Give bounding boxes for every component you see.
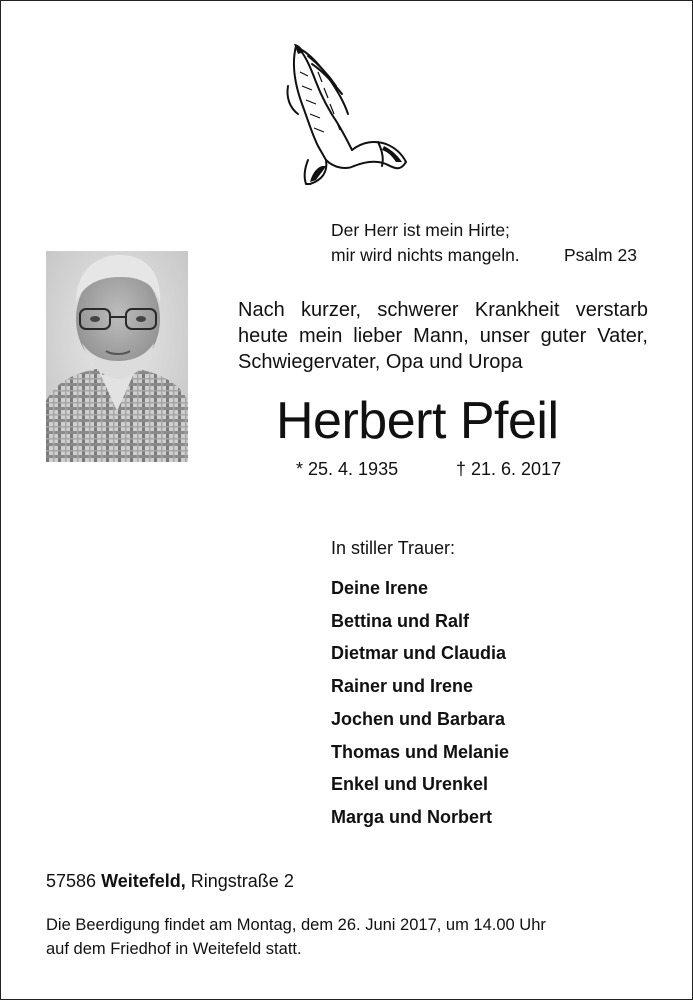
- address-postcode: 57586: [46, 871, 97, 891]
- portrait-photo: [46, 251, 188, 462]
- mourner-name: Marga und Norbert: [331, 806, 493, 827]
- funeral-notice: [46, 913, 646, 961]
- intro-line-1: Nach kurzer, schwerer Krankheit verstarb: [238, 299, 648, 321]
- mourner-name: Jochen und Barbara: [331, 708, 506, 729]
- mourner-name: Bettina und Ralf: [331, 610, 469, 631]
- death-date: † 21. 6. 2017: [456, 459, 562, 479]
- mourner-name: Rainer und Irene: [331, 676, 474, 697]
- psalm-quote: [331, 218, 637, 268]
- mourner-name: Enkel und Urenkel: [331, 774, 489, 795]
- mourner-name: Thomas und Melanie: [331, 741, 510, 762]
- psalm-line-1: Der Herr ist mein Hirte;: [331, 220, 510, 240]
- intro-line-2: heute mein lieber Mann, unser guter Vater,: [238, 325, 648, 347]
- intro-line-3: Schwiegervater, Opa und Uropa: [238, 351, 523, 373]
- praying-hands-icon: [282, 42, 412, 187]
- funeral-line-2: auf dem Friedhof in Weitefeld statt.: [46, 940, 302, 958]
- mourner-name: Deine Irene: [331, 578, 429, 598]
- portrait-image: [46, 251, 188, 462]
- mourning-label: In stiller Trauer:: [331, 538, 456, 558]
- psalm-line-2: mir wird nichts mangeln.: [331, 245, 520, 265]
- deceased-name: Herbert Pfeil: [276, 392, 559, 450]
- address-street: Ringstraße 2: [190, 871, 294, 891]
- funeral-line-1: Die Beerdigung findet am Montag, dem 26. Juni 2017, um 14.00 Uhr: [46, 916, 546, 934]
- family-address: [46, 871, 294, 892]
- mourners-list: [331, 572, 509, 834]
- mourner-name: Dietmar und Claudia: [331, 643, 507, 664]
- death-announcement-text: [238, 297, 648, 375]
- address-town: Weitefeld,: [101, 871, 186, 891]
- psalm-reference: Psalm 23: [564, 245, 637, 265]
- birth-date: * 25. 4. 1935: [296, 459, 399, 479]
